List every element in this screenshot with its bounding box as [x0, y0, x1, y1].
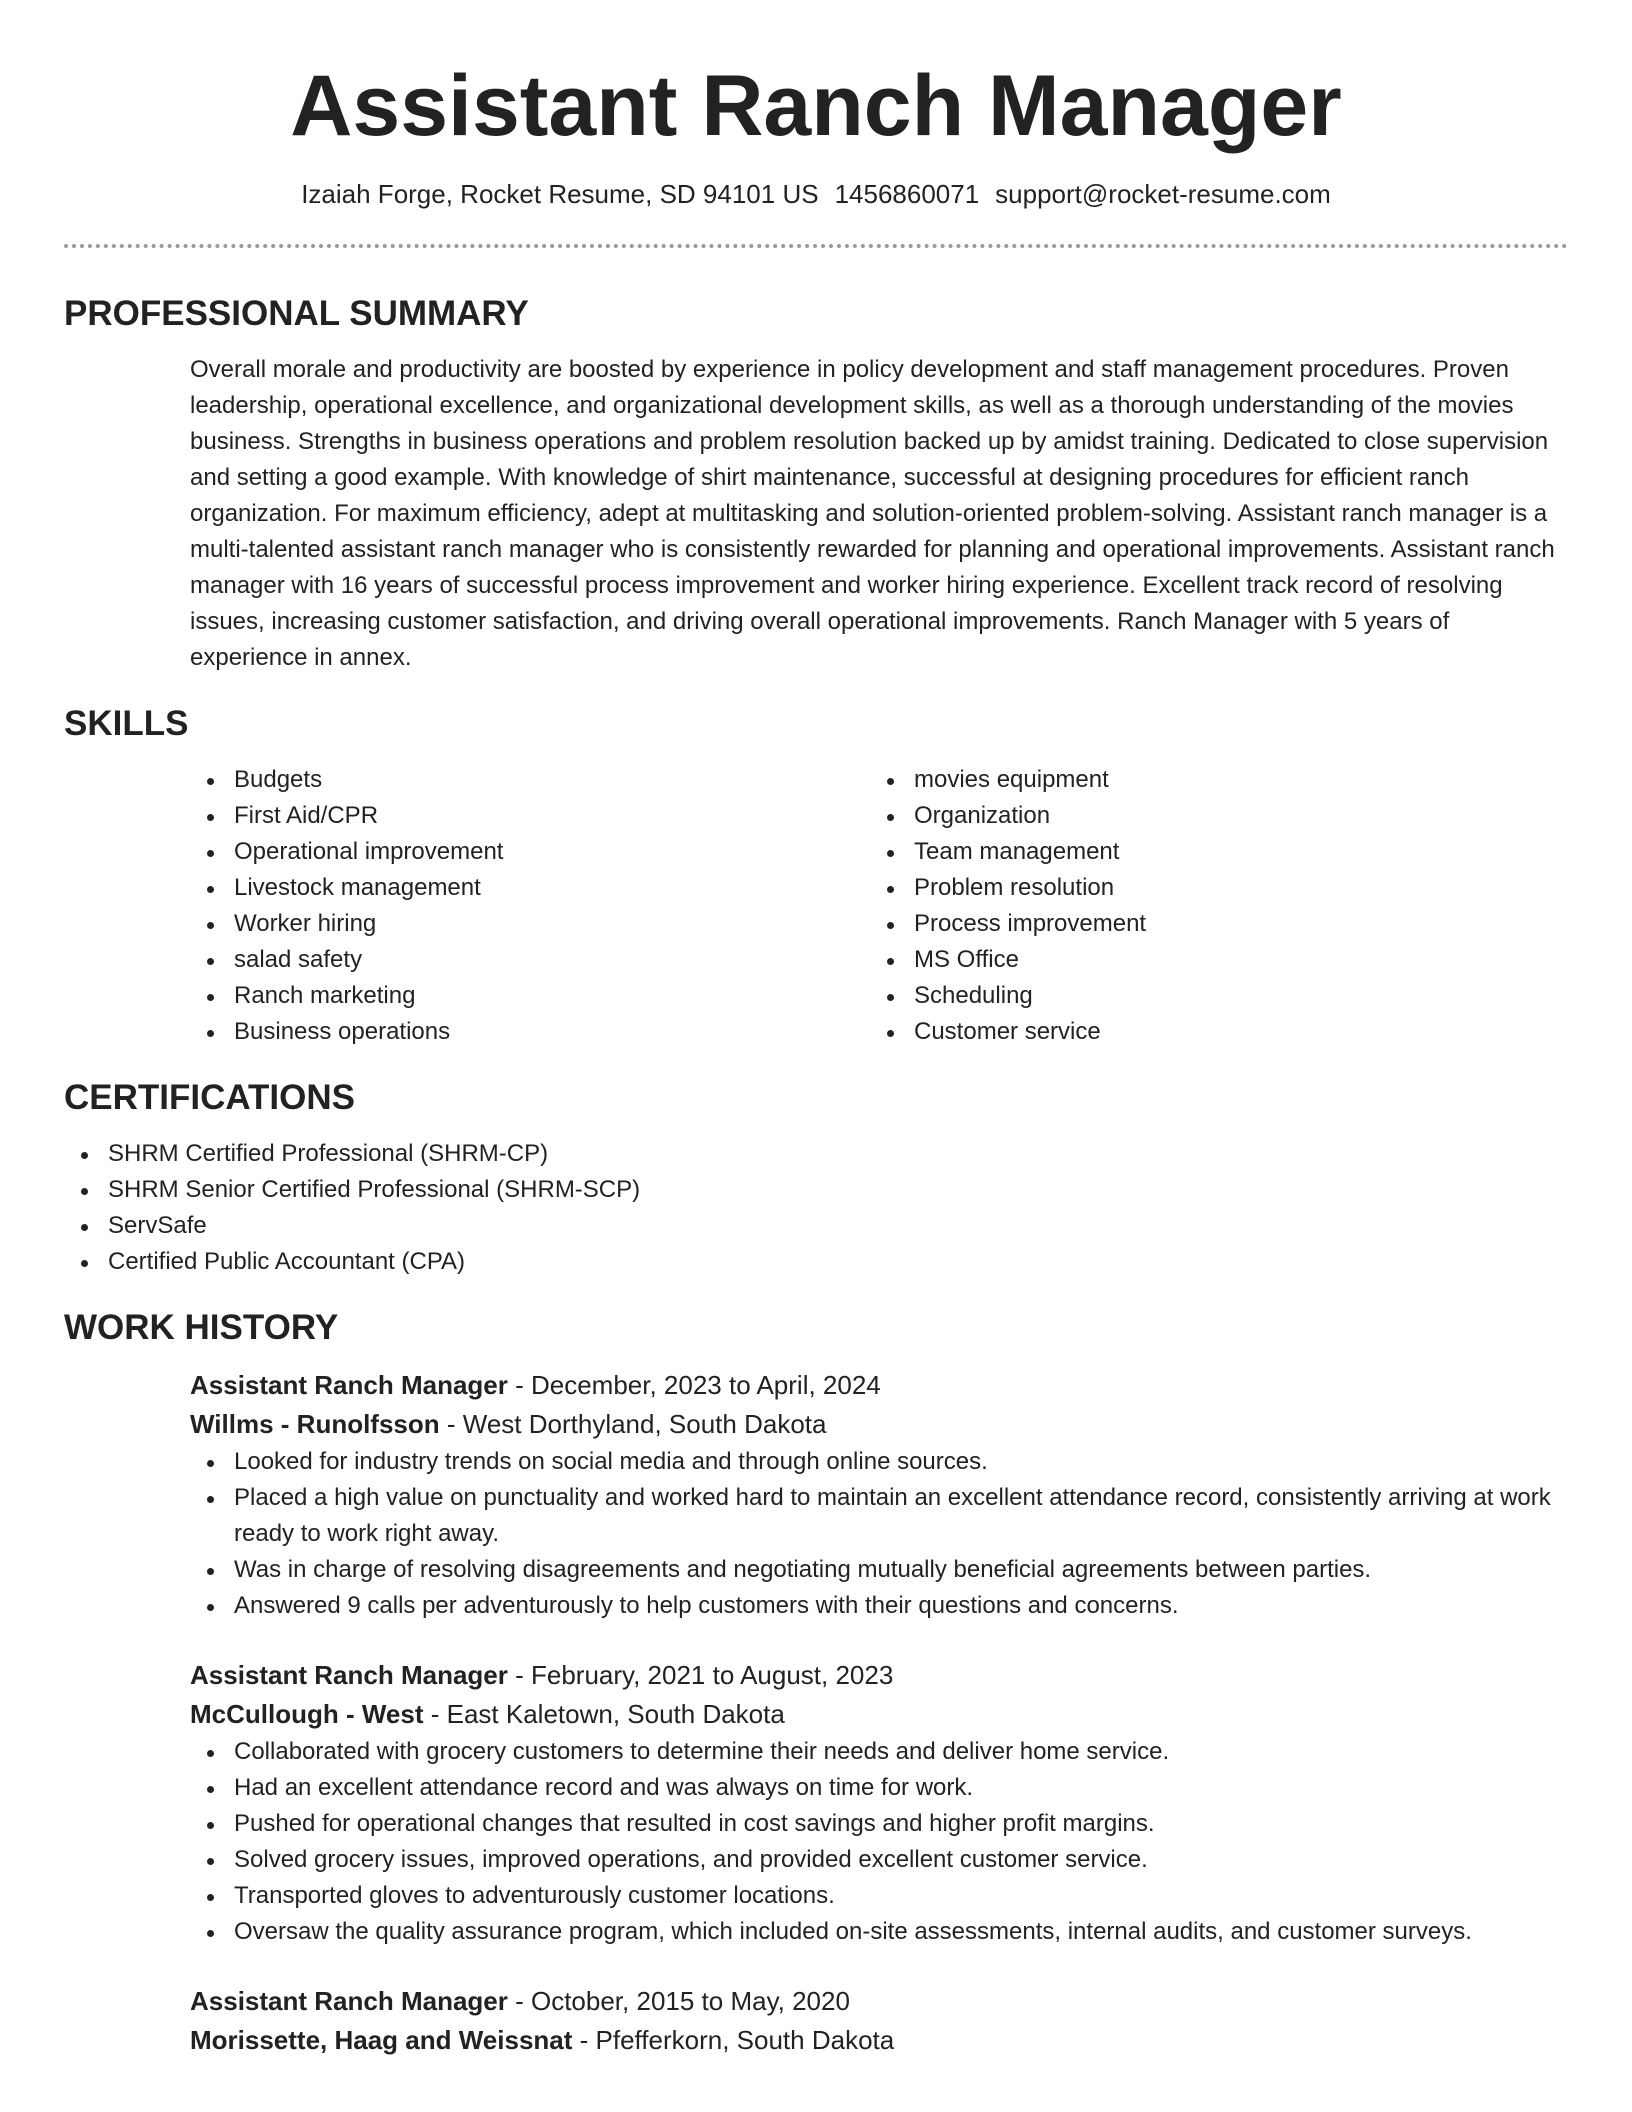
skill-item: Ranch marketing [190, 978, 870, 1014]
skill-item: Process improvement [870, 906, 1550, 942]
job-location: - East Kaletown, South Dakota [423, 1699, 785, 1729]
job-title: Assistant Ranch Manager [190, 1370, 508, 1400]
job-company: McCullough - West [190, 1699, 424, 1729]
skill-item: Worker hiring [190, 906, 870, 942]
certifications-list [64, 1136, 1568, 1280]
job-duty-item: Oversaw the quality assurance program, which included on-site assessments, internal audits, and customer surveys. [190, 1914, 1568, 1950]
job-duty-item: Answered 9 calls per adventurously to help customers with their questions and concerns. [190, 1588, 1568, 1624]
skill-item: Organization [870, 798, 1550, 834]
job-duties-list [190, 1734, 1568, 1950]
job-duty-item: Placed a high value on punctuality and worked hard to maintain an excellent attendance record, consistently arriving at work ready to work right away. [190, 1480, 1568, 1552]
resume-title: Assistant Ranch Manager [290, 58, 1342, 154]
contact-line [64, 176, 1568, 212]
job-duty-item: Pushed for operational changes that resulted in cost savings and higher profit margins. [190, 1806, 1568, 1842]
certification-item: SHRM Senior Certified Professional (SHRM-SCP) [64, 1172, 1568, 1208]
job-company-line [190, 1695, 1568, 1734]
job-duty-item: Was in charge of resolving disagreements and negotiating mutually beneficial agreements between parties. [190, 1552, 1568, 1588]
job-duty-item: Looked for industry trends on social media and through online sources. [190, 1444, 1568, 1480]
skill-item: Livestock management [190, 870, 870, 906]
job-entry [190, 1982, 1568, 2060]
job-duty-item: Transported gloves to adventurously customer locations. [190, 1878, 1568, 1914]
certifications-heading: CERTIFICATIONS [64, 1078, 356, 1117]
skill-item: First Aid/CPR [190, 798, 870, 834]
skill-item: Team management [870, 834, 1550, 870]
contact-address: Izaiah Forge, Rocket Resume, SD 94101 US [301, 179, 819, 209]
summary-text: Overall morale and productivity are boosted by experience in policy development and staff management procedures. Proven leadership, operational excellence, and organizational development skills, as well as a thorough understanding of the movies business. Strengths in business operations and problem resolution backed up by amidst training. Dedicated to close supervision and setting a good example. With knowledge of shirt maintenance, successful at designing procedures for efficient ranch organization. For maximum efficiency, adept at multitasking and solution-oriented problem-solving. Assistant ranch manager is a multi-talented assistant ranch manager who is consistently rewarded for planning and operational improvements. Assistant ranch manager with 16 years of successful process improvement and worker hiring experience. Excellent track record of resolving issues, increasing customer satisfaction, and driving overall operational improvements. Ranch Manager with 5 years of experience in annex. [190, 356, 1555, 671]
skill-item: Business operations [190, 1014, 870, 1050]
skills-grid [190, 762, 1568, 1050]
summary-heading: PROFESSIONAL SUMMARY [64, 294, 529, 333]
job-dates: - October, 2015 to May, 2020 [507, 1986, 850, 2016]
job-duties-list [190, 1444, 1568, 1624]
skill-item: Customer service [870, 1014, 1550, 1050]
skill-item: Operational improvement [190, 834, 870, 870]
job-company: Willms - Runolfsson [190, 1409, 440, 1439]
header-divider [64, 244, 1568, 248]
job-location: - Pfefferkorn, South Dakota [572, 2025, 895, 2055]
skill-item: Problem resolution [870, 870, 1550, 906]
job-location: - West Dorthyland, South Dakota [439, 1409, 827, 1439]
skill-item: MS Office [870, 942, 1550, 978]
job-entry [190, 1656, 1568, 1950]
job-company: Morissette, Haag and Weissnat [190, 2025, 573, 2055]
job-duty-item: Solved grocery issues, improved operations, and provided excellent customer service. [190, 1842, 1568, 1878]
contact-email: support@rocket-resume.com [995, 179, 1331, 209]
resume-page [64, 0, 1568, 2060]
skill-item: salad safety [190, 942, 870, 978]
skill-item: Scheduling [870, 978, 1550, 1014]
job-title: Assistant Ranch Manager [190, 1986, 508, 2016]
skills-list-left [190, 762, 870, 1050]
skill-item: movies equipment [870, 762, 1550, 798]
contact-phone: 1456860071 [834, 179, 980, 209]
skill-item: Budgets [190, 762, 870, 798]
work-history-heading: WORK HISTORY [64, 1308, 339, 1347]
job-title-line [190, 1656, 1568, 1695]
job-title-line [190, 1982, 1568, 2021]
job-title: Assistant Ranch Manager [190, 1660, 508, 1690]
certification-item: Certified Public Accountant (CPA) [64, 1244, 1568, 1280]
job-dates: - February, 2021 to August, 2023 [507, 1660, 894, 1690]
job-duty-item: Had an excellent attendance record and was always on time for work. [190, 1770, 1568, 1806]
certification-item: SHRM Certified Professional (SHRM-CP) [64, 1136, 1568, 1172]
job-duty-item: Collaborated with grocery customers to determine their needs and deliver home service. [190, 1734, 1568, 1770]
skills-heading: SKILLS [64, 704, 189, 743]
job-entry [190, 1366, 1568, 1624]
job-title-line [190, 1366, 1568, 1405]
job-company-line [190, 2021, 1568, 2060]
skills-list-right [870, 762, 1550, 1050]
certification-item: ServSafe [64, 1208, 1568, 1244]
job-company-line [190, 1405, 1568, 1444]
job-dates: - December, 2023 to April, 2024 [507, 1370, 881, 1400]
